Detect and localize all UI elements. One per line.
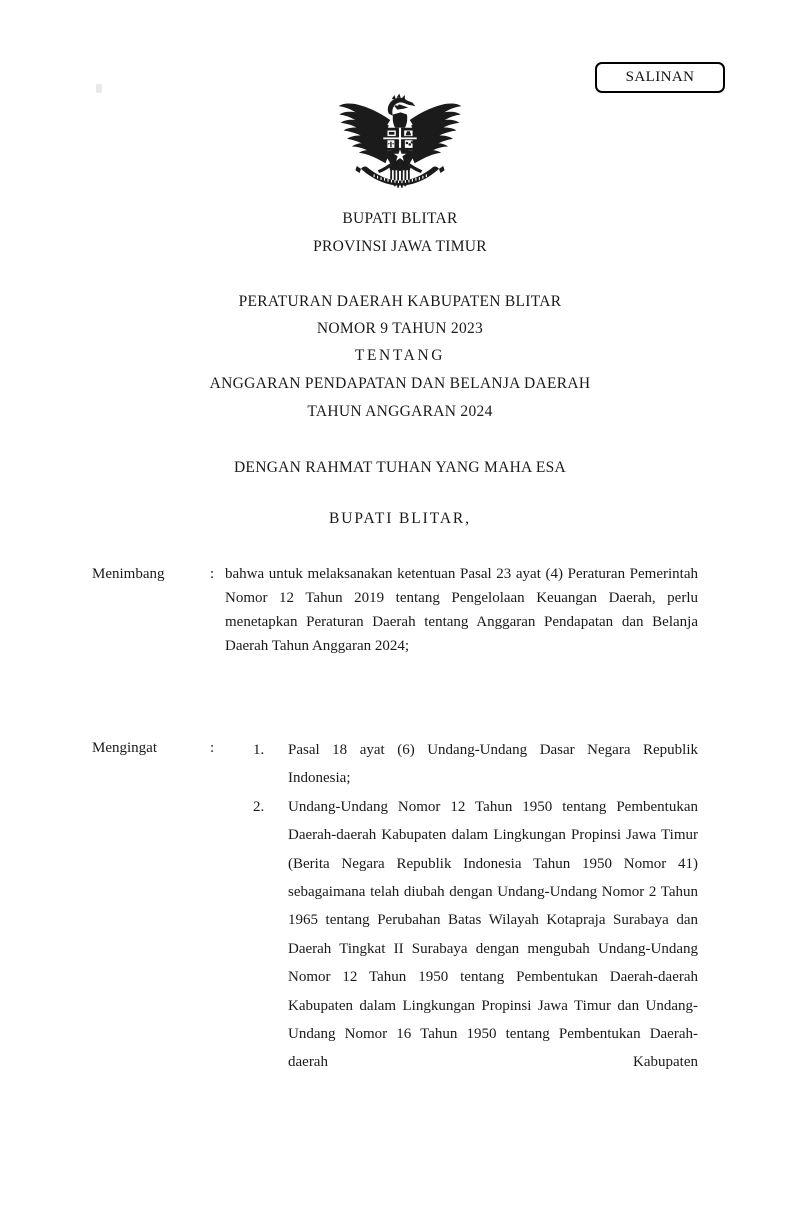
regulation-title-line-1: PERATURAN DAERAH KABUPATEN BLITAR bbox=[238, 293, 562, 310]
menimbang-label: Menimbang bbox=[92, 566, 165, 582]
office-line-2: PROVINSI JAWA TIMUR bbox=[313, 238, 487, 255]
list-item-marker: 1. bbox=[253, 742, 265, 758]
invocation-line: DENGAN RAHMAT TUHAN YANG MAHA ESA bbox=[233, 459, 567, 476]
signatory-heading: BUPATI BLITAR, bbox=[329, 510, 471, 527]
scan-artifact bbox=[96, 84, 102, 93]
office-line-1: BUPATI BLITAR bbox=[342, 210, 458, 227]
list-item-marker: 2. bbox=[253, 798, 265, 815]
regulation-number: NOMOR 9 TAHUN 2023 bbox=[316, 320, 484, 337]
salinan-stamp bbox=[595, 62, 725, 93]
list-item bbox=[253, 793, 698, 1105]
menimbang-colon: : bbox=[210, 566, 215, 582]
menimbang-body: bahwa untuk melaksanakan ketentuan Pasal 23 ayat (4) Peraturan Pemerintah Nomor 12 Tahun 2019 tentang Pengelolaan Keuangan Daerah, perlu menetapkan Peraturan Daerah tentang Anggaran Pendapatan dan Belanja Daerah Tahun Anggaran 2024; bbox=[225, 566, 698, 654]
mengingat-list bbox=[253, 736, 698, 1105]
garuda-pancasila-emblem bbox=[330, 88, 470, 196]
mengingat-label: Mengingat bbox=[92, 740, 157, 756]
list-item-text: Pasal 18 ayat (6) Undang-Undang Dasar Negara Republik Indonesia; bbox=[288, 742, 698, 787]
mengingat-colon: : bbox=[210, 740, 215, 756]
regulation-subject: ANGGARAN PENDAPATAN DAN BELANJA DAERAH bbox=[209, 375, 591, 392]
list-item-text: Undang-Undang Nomor 12 Tahun 1950 tentang Pembentukan Daerah-daerah Kabupaten dalam Lingkungan Propinsi Jawa Timur (Berita Negara Republik Indonesia Tahun 1950 Nomor 41) sebagaimana telah diubah dengan Undang-Undang Nomor 2 Tahun 1965 tentang Perubahan Batas Wilayah Kotapraja Surabaya dan Daerah Tingkat II Surabaya dengan mengubah Undang-Undang Nomor 12 Tahun 1950 tentang Pembentukan Daerah-daerah Kabupaten dalam Lingkungan Propinsi Jawa Timur dan Undang-Undang Nomor 16 Tahun 1950 tentang Pembentukan Daerah-daerah Kabupaten bbox=[288, 798, 698, 1071]
regulation-fiscal-year: TAHUN ANGGARAN 2024 bbox=[307, 403, 493, 420]
regulation-tentang-label: TENTANG bbox=[354, 347, 446, 364]
salinan-stamp-label: SALINAN bbox=[625, 69, 695, 85]
list-item bbox=[253, 736, 698, 793]
